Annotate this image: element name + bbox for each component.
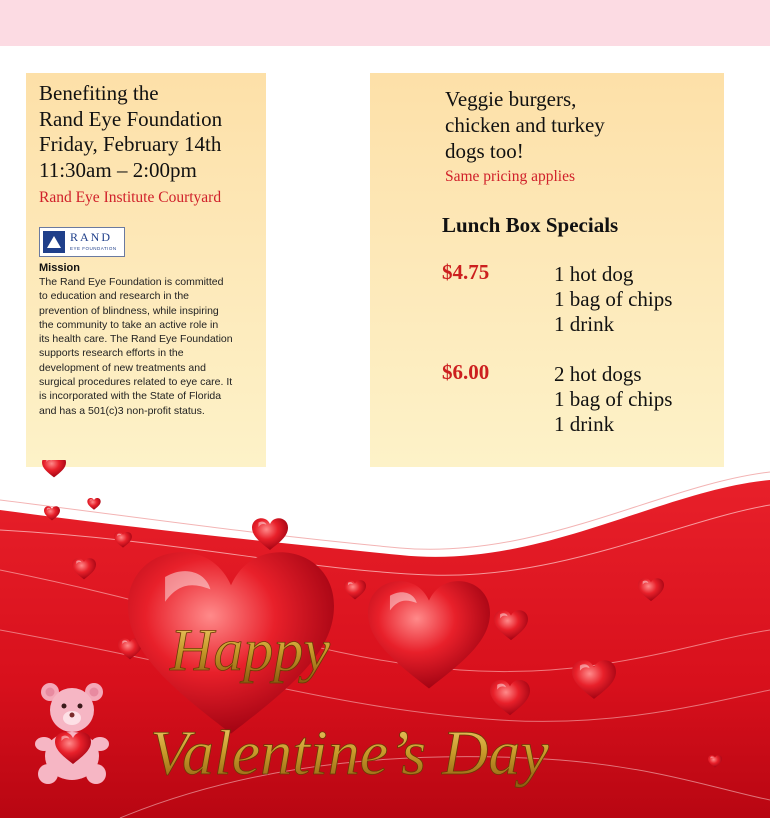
special-item: 1 bag of chips <box>554 287 673 311</box>
veggie-line: dogs too! <box>445 139 524 163</box>
logo-name: RAND <box>70 230 113 244</box>
veggie-line: chicken and turkey <box>445 113 605 137</box>
greeting-valentines-day: Valentine’s Day <box>150 717 549 788</box>
special-price: $6.00 <box>442 360 490 384</box>
mission-line: prevention of blindness, while inspiring <box>39 304 219 317</box>
valentine-artwork <box>0 460 770 818</box>
mission-line: is incorporated with the State of Florida <box>39 390 222 403</box>
special-item: 1 hot dog <box>554 262 634 286</box>
event-date: Friday, February 14th <box>39 132 222 156</box>
mission-text <box>39 275 251 418</box>
mission-line: supports research efforts in the <box>39 347 184 360</box>
top-banner <box>0 0 770 46</box>
special-item: 1 drink <box>554 412 615 436</box>
menu-panel <box>370 73 724 467</box>
special-price: $4.75 <box>442 260 490 284</box>
mission-line: and has a 501(c)3 non-profit status. <box>39 404 205 417</box>
special-items <box>554 362 672 437</box>
mission-line: the community to take an active role in <box>39 318 219 331</box>
heart-icon <box>42 460 66 477</box>
logo-subtitle: EYE FOUNDATION <box>70 246 117 251</box>
special-item: 1 drink <box>554 312 615 336</box>
eye-logo-icon <box>43 231 65 253</box>
special-items <box>554 262 672 337</box>
veggie-options <box>445 86 605 164</box>
rand-logo <box>39 227 125 257</box>
special-item: 2 hot dogs <box>554 362 642 386</box>
special-item: 1 bag of chips <box>554 387 673 411</box>
event-time: 11:30am – 2:00pm <box>39 157 197 182</box>
event-info-panel <box>26 73 266 467</box>
mission-line: development of new treatments and <box>39 361 206 374</box>
mission-line: its health care. The Rand Eye Foundation <box>39 333 233 346</box>
veggie-line: Veggie burgers, <box>445 87 577 111</box>
event-foundation-line: Rand Eye Foundation <box>39 106 223 131</box>
mission-line: to education and research in the <box>39 290 190 303</box>
mission-line: surgical procedures related to eye care. It <box>39 376 233 389</box>
mission-title: Mission <box>39 262 80 274</box>
heart-icon <box>87 498 100 510</box>
specials-title: Lunch Box Specials <box>442 213 619 237</box>
mission-line: The Rand Eye Foundation is committed <box>39 276 224 288</box>
greeting-happy: Happy <box>170 617 330 683</box>
pricing-note: Same pricing applies <box>445 168 575 185</box>
event-benefit-line: Benefiting the <box>39 81 159 105</box>
event-location: Rand Eye Institute Courtyard <box>39 189 222 206</box>
